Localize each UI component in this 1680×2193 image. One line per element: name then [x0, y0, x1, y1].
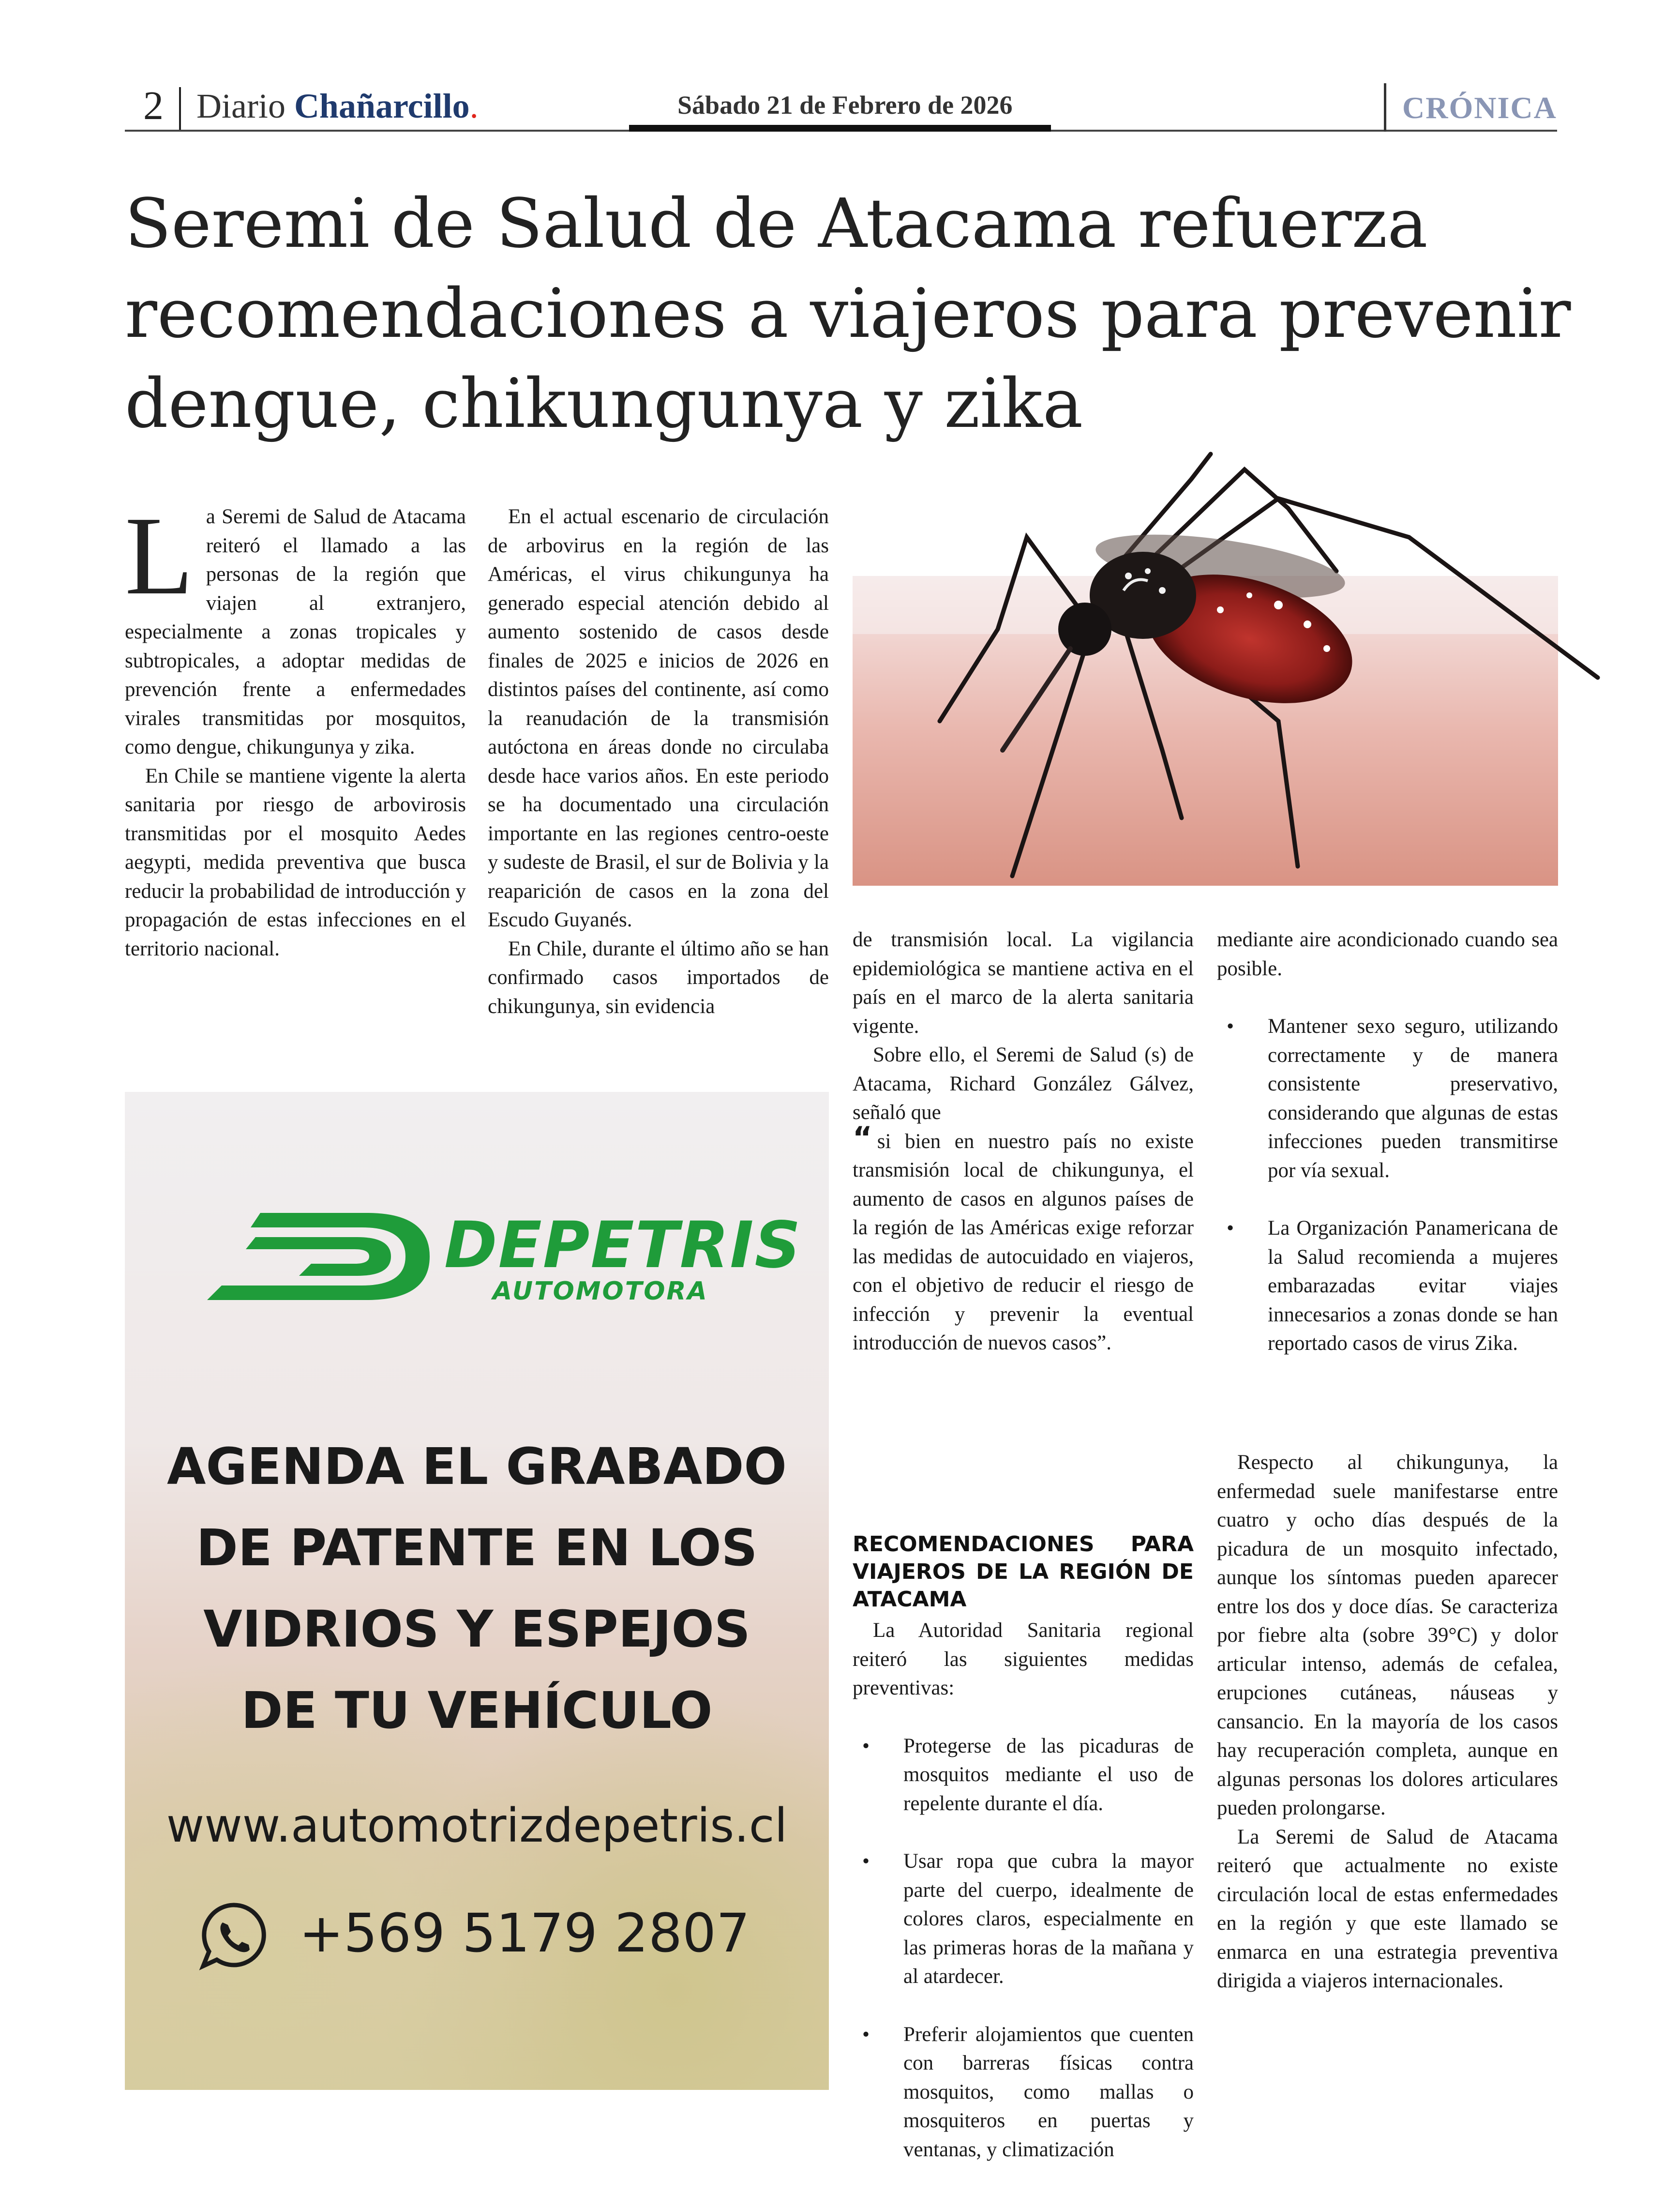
ad-headline-line: DE PATENTE EN LOS [196, 1518, 758, 1577]
paragraph-text: a Seremi de Salud de Atacama reiteró el llamado a las personas de la región que viajen al extranjero, especialmente a zonas tropicales y subtropicales, a adoptar medidas de prevención frente a enfermedades virales transmitidas por mosquitos, como dengue, chikungunya y zika. [125, 505, 466, 758]
header-rule-accent [629, 125, 1051, 132]
depetris-logo-icon [202, 1203, 435, 1319]
recommendations-list-continued [1217, 1012, 1558, 1358]
quote-text: si bien en nuestro país no existe transmisión local de chikungunya, el aumento de casos en algunos países de la región de las Américas exige reforzar las medidas de autocuidado en viajeros, con el objetivo de reducir el riesgo de infección y prevenir la eventual introducción de nuevos casos”. [853, 1130, 1194, 1354]
ad-headline-line: VIDRIOS Y ESPEJOS [203, 1600, 750, 1659]
ad-brand-subtitle: AUTOMOTORA [493, 1277, 708, 1306]
ad-phone-number: +569 5179 2807 [299, 1902, 750, 1964]
article-headline: Seremi de Salud de Atacama refuerza recomendaciones a viajeros para prevenir dengue, chikungunya y zika [125, 184, 1571, 443]
section-subheading: RECOMENDACIONES PARA VIAJEROS DE LA REGIÓN DE ATACAMA [853, 1532, 1194, 1612]
ad-website: www.automotrizdepetris.cl [166, 1799, 788, 1853]
article-paragraph [125, 494, 466, 762]
pull-quote [853, 1119, 1194, 1358]
newspaper-name-prefix: Diario [196, 87, 294, 125]
whatsapp-icon [197, 1899, 270, 1972]
article-column-3 [853, 925, 1194, 1358]
newspaper-name-main: Chañarcillo [294, 87, 470, 125]
mosquito-illustration [853, 450, 1612, 886]
list-item: • La Organización Panamericana de la Salud recomienda a mujeres embarazadas evitar viajes innecesarios a zonas donde se han reportado casos de virus Zika. [1217, 1214, 1558, 1358]
ad-headline-line: DE TU VEHÍCULO [241, 1681, 713, 1740]
issue-date: Sábado 21 de Febrero de 2026 [677, 91, 1013, 120]
article-paragraph: La Seremi de Salud de Atacama reiteró que actualmente no existe circulación local de estas enfermedades en la región y que este llamado se enmarca en una estrategia preventiva dirigida a viajeros internacionales. [1217, 1825, 1558, 1992]
list-item-continuation: mediante aire acondicionado cuando sea posible. [1217, 928, 1558, 980]
recommendations-list [853, 1732, 1194, 2164]
article-paragraph: En el actual escenario de circulación de arbovirus en la región de las Américas, el virus chikungunya ha generado especial atención debido al aumento sostenido de casos desde finales de 2025 e inicios de 2026 en distintos países del continente, así como la reanudación de la transmisión autóctona en áreas donde no circulaba desde hace varios años. En este periodo se ha documentado una circulación importante en las regiones centro-oeste y sudeste de Brasil, el sur de Bolivia y la reaparición de casos en la zona del Escudo Guyanés. [488, 505, 829, 931]
newspaper-name [196, 86, 479, 126]
section-divider [1384, 83, 1386, 132]
article-column-4 [1217, 925, 1558, 1387]
article-paragraph: de transmisión local. La vigilancia epidemiológica se mantiene activa en el país en el marco de la alerta sanitaria vigente. [853, 928, 1194, 1038]
list-item: • Usar ropa que cubra la mayor parte del cuerpo, idealmente de colores claros, especialmente en las primeras horas de la mañana y al atardecer. [853, 1847, 1194, 1991]
newspaper-name-dot: . [469, 87, 479, 125]
list-item: • Protegerse de las picaduras de mosquitos mediante el uso de repelente durante el día. [853, 1732, 1194, 1818]
article-column-4-lower [1217, 1448, 1558, 1996]
drop-cap: L [125, 494, 194, 618]
list-item: • Preferir alojamientos que cuenten con barreras físicas contra mosquitos, como mallas o mosquiteros en puertas y ventanas, y climatización [853, 2020, 1194, 2164]
header-divider [179, 87, 181, 132]
ad-brand-name: DEPETRIS [444, 1208, 802, 1283]
article-column-3-lower [853, 1530, 1194, 2193]
page-number: 2 [143, 83, 164, 128]
article-paragraph: La Autoridad Sanitaria regional reiteró las siguientes medidas preventivas: [853, 1619, 1194, 1699]
article-paragraph: Sobre ello, el Seremi de Salud (s) de Atacama, Richard González Gálvez, señaló que [853, 1044, 1194, 1124]
quote-mark-icon: “ [853, 1119, 872, 1155]
article-paragraph: Respecto al chikungunya, la enfermedad suele manifestarse entre cuatro y ocho días después de la picadura de un mosquito infectado, aunque los síntomas pueden aparecer entre los dos y doce días. Se caracteriza por fiebre alta (sobre 39°C) y dolor articular intenso, además de cefalea, erupciones cutáneas, náuseas y cansancio. En la mayoría de los casos hay recuperación completa, aunque en algunas personas los dolores articulares pueden prolongarse. [1217, 1451, 1558, 1819]
advertisement[interactable] [125, 1092, 829, 2090]
section-label: CRÓNICA [1402, 91, 1557, 125]
article-column-2 [488, 502, 829, 1021]
mosquito-photo [853, 576, 1558, 887]
article-column-1 [125, 494, 466, 963]
list-item: • Mantener sexo seguro, utilizando correctamente y de manera consistente preservativo, considerando que algunas de estas infecciones pueden transmitirse por vía sexual. [1217, 1012, 1558, 1185]
article-paragraph: En Chile, durante el último año se han confirmado casos importados de chikungunya, sin evidencia [488, 937, 829, 1018]
ad-headline-line: AGENDA EL GRABADO [167, 1437, 787, 1496]
article-paragraph: En Chile se mantiene vigente la alerta sanitaria por riesgo de arbovirosis transmitidas por el mosquito Aedes aegypti, medida preventiva que busca reducir la probabilidad de introducción y propagación de estas infecciones en el territorio nacional. [125, 764, 466, 960]
ad-headline [125, 1426, 829, 1751]
